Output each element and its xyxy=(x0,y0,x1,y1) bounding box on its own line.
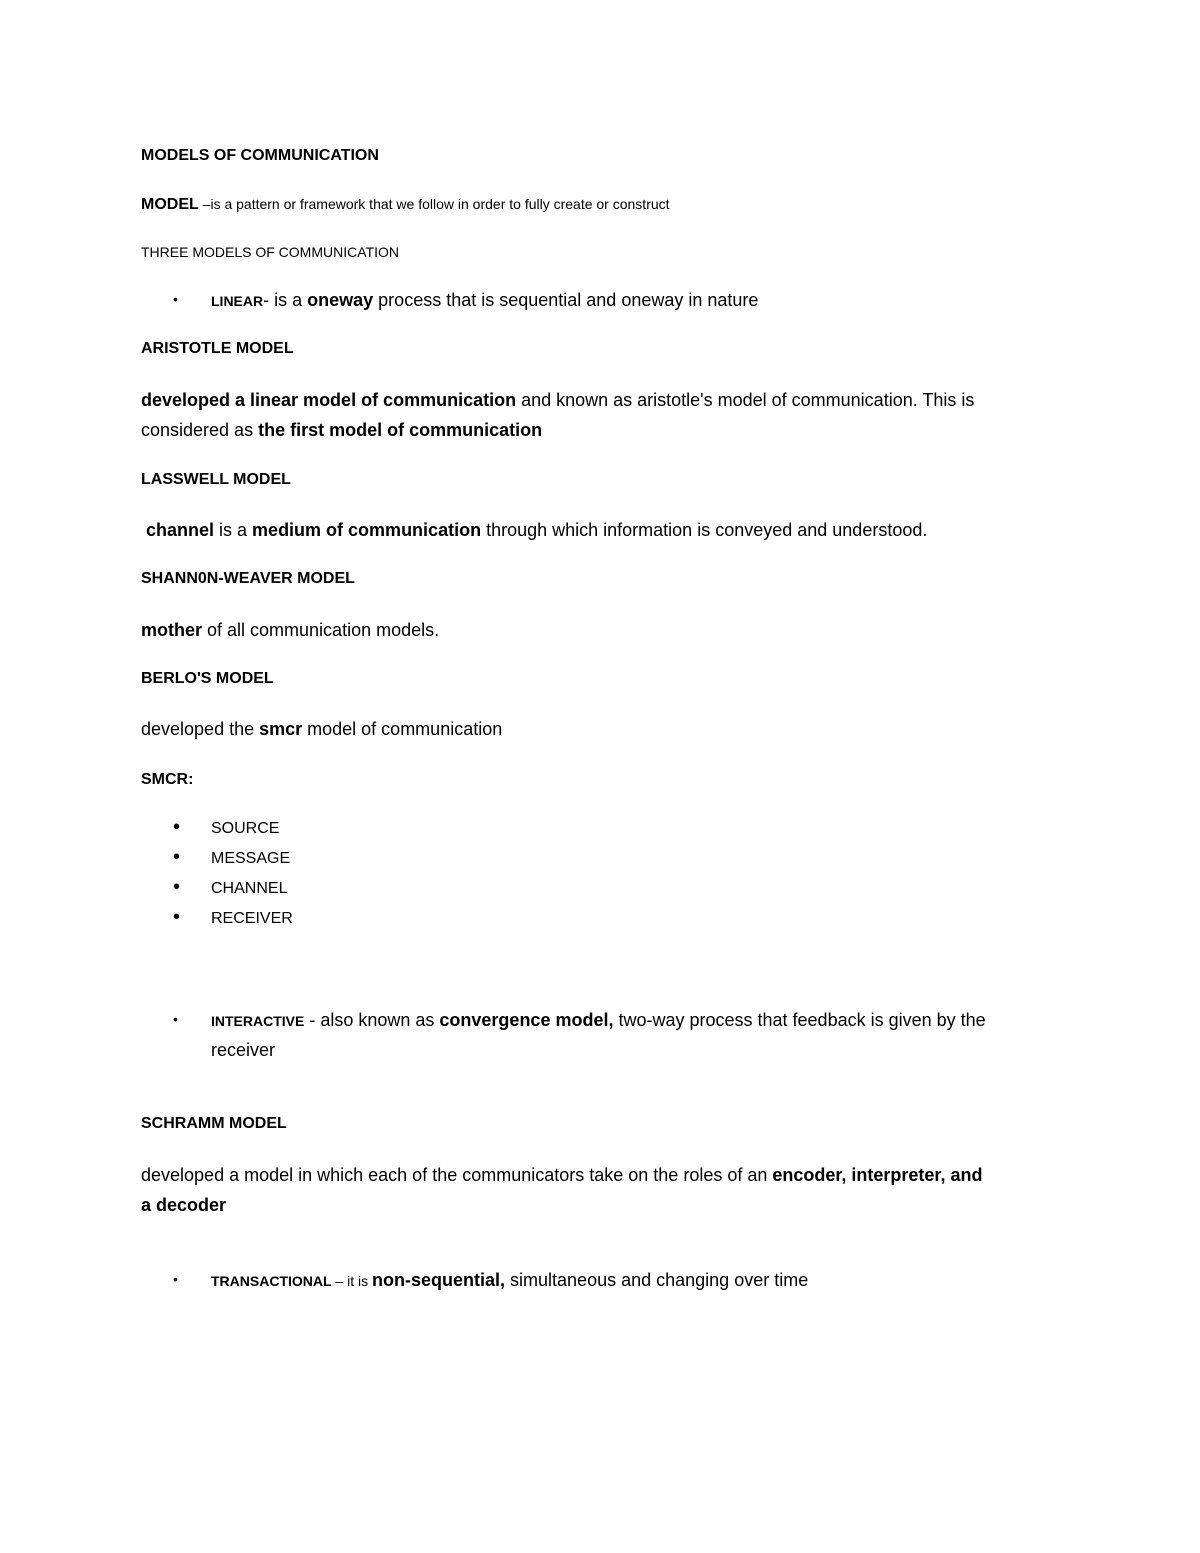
linear-term: LINEAR xyxy=(211,293,264,309)
linear-text-pre: - is a xyxy=(263,290,308,310)
interactive-term: INTERACTIVE xyxy=(211,1013,305,1029)
aristotle-heading: ARISTOTLE MODEL xyxy=(141,340,294,357)
shannon-text xyxy=(141,621,439,639)
aristotle-line-1 xyxy=(141,391,974,409)
smcr-heading: SMCR: xyxy=(141,771,194,788)
model-definition-text: –is a pattern or framework that we follow in order to fully create or construct xyxy=(198,196,670,212)
interactive-post: two-way process that feedback is given by the xyxy=(613,1010,986,1030)
berlo-bold: smcr xyxy=(259,719,303,739)
schramm-line-2: a decoder xyxy=(141,1195,227,1215)
lasswell-text xyxy=(146,521,927,539)
lasswell-mid: is a xyxy=(214,520,253,540)
transactional-term: TRANSACTIONAL xyxy=(211,1273,332,1289)
lasswell-rest: through which information is conveyed and understood. xyxy=(481,520,928,540)
interactive-item xyxy=(211,1011,986,1030)
bullet-icon: • xyxy=(173,816,181,838)
berlo-post: model of communication xyxy=(302,719,503,739)
shannon-heading: SHANN0N-WEAVER MODEL xyxy=(141,570,355,587)
interactive-bold: convergence model, xyxy=(439,1010,614,1030)
berlo-text xyxy=(141,720,502,738)
bullet-icon: • xyxy=(173,906,181,928)
linear-text-bold: oneway xyxy=(307,290,374,310)
smcr-item: MESSAGE xyxy=(211,850,291,867)
berlo-heading: BERLO'S MODEL xyxy=(141,670,274,687)
smcr-item: SOURCE xyxy=(211,820,280,837)
bullet-icon: • xyxy=(173,1011,178,1027)
lasswell-heading: LASSWELL MODEL xyxy=(141,471,291,488)
schramm-heading: SCHRAMM MODEL xyxy=(141,1115,287,1132)
model-definition xyxy=(141,197,670,213)
bullet-icon: • xyxy=(173,876,181,898)
smcr-item: RECEIVER xyxy=(211,910,293,927)
interactive-pre: - also known as xyxy=(304,1010,440,1030)
lasswell-bold-2: medium of communication xyxy=(252,520,482,540)
lasswell-bold-1: channel xyxy=(146,520,215,540)
bullet-icon: • xyxy=(173,846,181,868)
transactional-bold: non-sequential, xyxy=(372,1270,506,1290)
bullet-icon: • xyxy=(173,1271,178,1287)
schramm-line-1 xyxy=(141,1166,982,1184)
shannon-bold: mother xyxy=(141,620,203,640)
berlo-pre: developed the xyxy=(141,719,260,739)
smcr-item: CHANNEL xyxy=(211,880,288,897)
linear-text-post: process that is sequential and oneway in nature xyxy=(373,290,759,310)
schramm-line-1-bold: encoder, interpreter, and xyxy=(772,1165,983,1185)
bullet-icon: • xyxy=(173,291,178,307)
three-models-heading: THREE MODELS OF COMMUNICATION xyxy=(141,244,399,260)
linear-item xyxy=(211,291,758,310)
transactional-item xyxy=(211,1271,808,1290)
model-term: MODEL xyxy=(141,196,199,213)
transactional-pre: – it is xyxy=(331,1273,373,1289)
schramm-line-1-pre: developed a model in which each of the communicators take on the roles of an xyxy=(141,1165,773,1185)
aristotle-line-2-pre: considered as xyxy=(141,420,259,440)
transactional-post: simultaneous and changing over time xyxy=(505,1270,809,1290)
shannon-rest: of all communication models. xyxy=(202,620,440,640)
aristotle-line-1-rest: and known as aristotle's model of communication. This is xyxy=(516,390,975,410)
aristotle-line-2-bold: the first model of communication xyxy=(258,420,543,440)
aristotle-line-1-bold: developed a linear model of communication xyxy=(141,390,517,410)
aristotle-line-2 xyxy=(141,421,542,439)
interactive-line-2: receiver xyxy=(211,1040,276,1060)
page-title: MODELS OF COMMUNICATION xyxy=(141,147,379,164)
